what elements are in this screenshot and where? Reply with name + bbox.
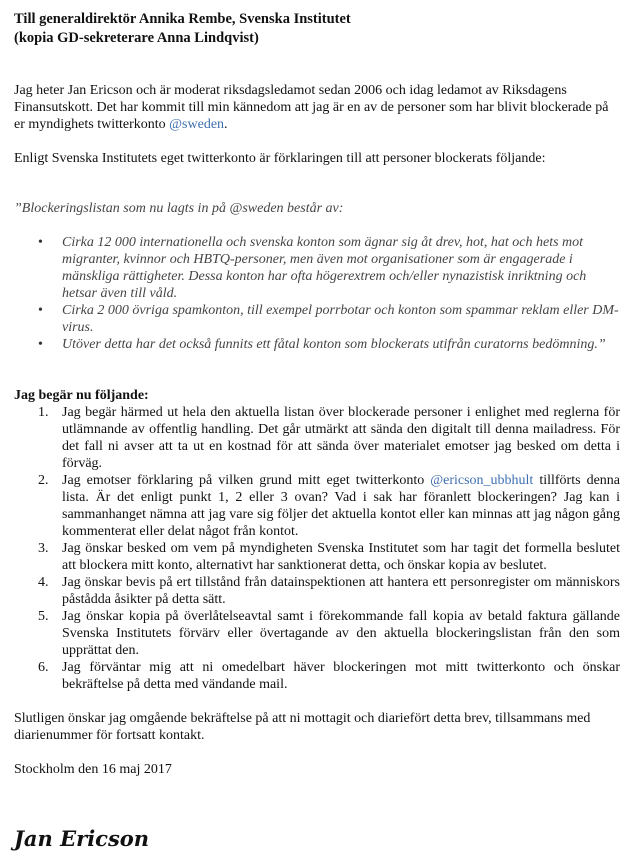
request-text: Jag emotser förklaring på vilken grund mitt eget twitterkonto: [62, 473, 431, 488]
quote-bullet-item: [14, 336, 620, 353]
request-item: [14, 659, 620, 693]
request-number: 3.: [38, 541, 49, 556]
bullet-icon: •: [38, 303, 43, 318]
requests-heading: Jag begär nu följande:: [14, 388, 149, 403]
request-number: 6.: [38, 660, 49, 675]
requests-section: [14, 387, 620, 693]
quote-bullet-text: Utöver detta har det också funnits ett fåtal konton som blockerats utifrån curatorns bedömning.”: [62, 337, 606, 352]
request-text: Jag förväntar mig att ni omedelbart häver blockeringen mot mitt twitterkonto och önskar bekräftelse på detta med vändande mail.: [62, 660, 620, 692]
quote-bullet-text: Cirka 12 000 internationella och svenska konton som ägnar sig åt drev, hot, hat och hets mot migranter, kvinnor och HBTQ-personer, men även mot organisationer som är engagerade i mänskliga rättigheter. Dessa konton har ofta högerextrem och/eller nynazistisk inriktning och hetsar även till våld.: [62, 235, 587, 301]
quote-bullet-item: [14, 302, 620, 336]
bullet-icon: •: [38, 235, 43, 250]
quote-bullet-list: [14, 234, 620, 353]
request-item: [14, 608, 620, 659]
recipient-heading: [14, 10, 620, 48]
intro-text-end: .: [224, 117, 228, 132]
requests-list: [14, 404, 620, 693]
quoted-explanation: [14, 200, 620, 353]
sweden-account-link[interactable]: @sweden: [169, 117, 225, 132]
request-item: [14, 404, 620, 472]
place-date: Stockholm den 16 maj 2017: [14, 762, 172, 777]
quote-bullet-item: [14, 234, 620, 302]
quote-lead: ”Blockeringslistan som nu lagts in på @sweden består av:: [14, 201, 344, 216]
explanation-intro: Enligt Svenska Institutets eget twitterkonto är förklaringen till att personer blockerats följande:: [14, 151, 546, 166]
request-text-end: tillförts denna lista. Är det enligt punkt 1, 2 eller 3 ovan? Vad i sak har föranlett blockeringen? Jag kan i sammanhanget nämna att jag vare sig följer det aktuella kontot eller kan minnas att jag någon gång kommenterat eller delat något från kontot.: [62, 473, 620, 539]
request-number: 5.: [38, 609, 49, 624]
request-number: 2.: [38, 473, 49, 488]
request-text: Jag önskar besked om vem på myndigheten Svenska Institutet som har tagit det formella beslutet att blockera mitt konto, alternativt har sanktionerat detta, och önskar kopia av beslutet.: [62, 541, 620, 573]
bullet-icon: •: [38, 337, 43, 352]
request-text: Jag önskar kopia på överlåtelseavtal samt i förekommande fall kopia av betald faktura gällande Svenska Institutets förvärv eller övertagande av den aktuella blockeringslistan från den som upprättat den.: [62, 609, 620, 658]
letter-page: [14, 10, 620, 778]
request-item: [14, 472, 620, 540]
recipient-line-2: (kopia GD-sekreterare Anna Lindqvist): [14, 30, 259, 46]
recipient-line-1: Till generaldirektör Annika Rembe, Svenska Institutet: [14, 11, 351, 27]
quote-bullet-text: Cirka 2 000 övriga spamkonton, till exempel porrbotar och konton som spammar reklam eller DM-virus.: [62, 303, 619, 335]
request-item: [14, 540, 620, 574]
ericson-account-link[interactable]: @ericson_ubbhult: [430, 473, 534, 488]
request-text: Jag önskar bevis på ert tillstånd från datainspektionen att hantera ett personregister om människors påstådda åsikter på detta sätt.: [62, 575, 620, 607]
closing-paragraph: Slutligen önskar jag omgående bekräftelse på att ni mottagit och diariefört detta brev, tillsammans med diarienummer för fortsatt kontakt.: [14, 711, 591, 743]
intro-paragraph: [14, 82, 620, 133]
request-number: 4.: [38, 575, 49, 590]
request-number: 1.: [38, 405, 49, 420]
request-text: Jag begär härmed ut hela den aktuella listan över blockerade personer i enlighet med reglerna för utlämnande av offentlig handling. Det går utmärkt att sända den digitalt till denna mailadress. För det fall ni avser att ta ut en kostnad för att sända över materialet emotser jag besked om detta i förväg.: [62, 405, 620, 471]
intro-text: Jag heter Jan Ericson och är moderat riksdagsledamot sedan 2006 och idag ledamot av Riksdagens Finansutskott. Det har kommit till min kännedom att jag är en av de personer som har blivit blockerade på er myndighets twitterkonto: [14, 83, 609, 132]
request-item: [14, 574, 620, 608]
signature: Jan Ericson: [14, 826, 150, 851]
